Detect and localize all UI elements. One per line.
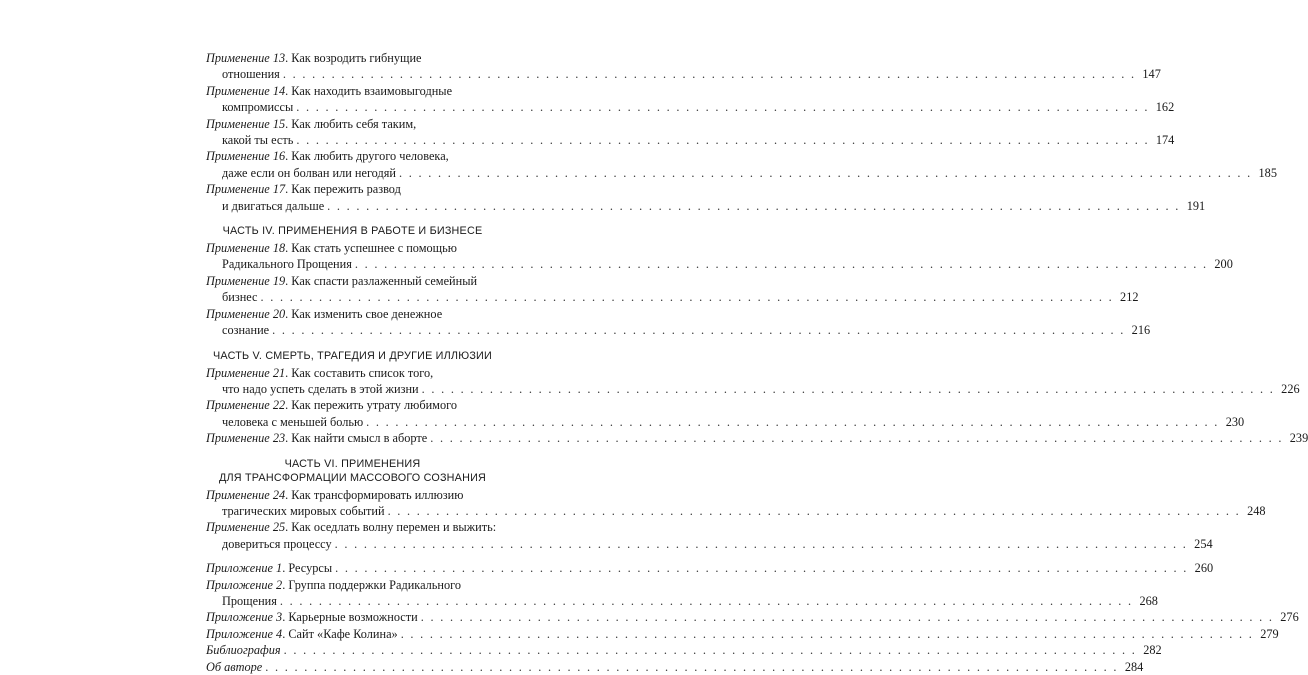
toc-entry [206,626,1279,642]
dot-leader [327,198,1180,214]
page-number: 260 [1194,561,1214,576]
dot-leader [421,609,1274,625]
entry-label: Приложение 3 [206,610,283,625]
section-gap [206,552,499,560]
toc-line-continued [206,322,1151,338]
toc-line [206,642,1162,658]
toc-line [206,487,499,503]
toc-line-continued [206,381,1300,397]
toc-entry [206,50,1161,83]
entry-label: Библиография [206,643,281,658]
label-separator: . [285,182,292,197]
toc-line-continued [206,289,1139,305]
entry-title: Прощения [222,593,277,608]
toc-entry [206,273,1139,306]
toc-entry [206,430,1308,446]
dot-leader [388,503,1241,519]
entry-title: Радикального Прощения [222,257,352,272]
toc-entry [206,240,1233,273]
entry-title: Группа поддержки Радикального [288,577,461,592]
toc-text [206,83,452,99]
page-number: 185 [1258,165,1277,180]
toc-line [206,50,499,66]
entry-label: Применение 22 [206,398,286,413]
label-separator: . [285,149,292,164]
entry-label: Применение 14 [206,83,286,98]
entry-title: Как трансформировать иллюзию [291,487,464,502]
label-separator: . [285,241,292,256]
entry-title: довериться процессу [222,536,332,551]
entry-label: Применение 21 [206,365,286,380]
toc-entry [206,148,1277,181]
toc-text [206,519,496,535]
toc-line-continued [206,414,1245,430]
dot-leader [422,381,1275,397]
toc-text [206,306,442,322]
entry-title: Как пережить развод [291,182,401,197]
toc-entry [206,577,1158,610]
dot-leader [296,132,1149,148]
entry-label: Применение 25 [206,520,286,535]
entry-label: Приложение 4 [206,626,283,641]
toc-line [206,240,499,256]
entry-title: какой ты есть [222,133,294,148]
label-separator: . [285,487,292,502]
entry-title: компромиссы [222,100,294,115]
dot-leader [335,560,1188,576]
toc-text [206,181,401,197]
label-separator: . [285,51,292,65]
part-title-line: ЧАСТЬ IV. ПРИМЕНЕНИЯ В РАБОТЕ И БИЗНЕСЕ [222,225,483,238]
page-number: 212 [1120,290,1139,305]
label-separator: . [285,273,292,288]
toc-text [206,659,262,675]
toc-entry [206,519,1213,552]
page-number: 216 [1131,323,1151,338]
toc-text [206,487,463,503]
label-separator: . [285,116,292,131]
entry-title: Как найти смысл в аборте [291,431,428,446]
label-separator: . [282,577,289,592]
entry-title: Как любить себя таким, [291,116,417,131]
entry-title: Карьерные возможности [288,610,418,625]
toc-entry [206,397,1245,430]
toc-line-continued [206,132,1175,148]
dot-leader [335,536,1188,552]
entry-title: бизнес [222,290,258,305]
entry-label: Приложение 1 [206,561,283,576]
label-separator: . [285,83,292,98]
entry-title: что надо успеть сделать в этой жизни [222,381,419,396]
dot-leader [399,165,1252,181]
toc-text [206,626,398,642]
toc-text [206,430,427,446]
toc-line [206,519,499,535]
toc-line [206,116,499,132]
dot-leader [280,593,1133,609]
toc-text [206,560,332,576]
toc-line [206,659,1144,675]
page-number: 279 [1260,626,1279,641]
entry-title: трагических мировых событий [222,503,385,518]
dot-leader [265,659,1118,675]
toc-line [206,397,499,413]
toc-entry [206,181,1206,214]
toc-text [206,116,416,132]
dot-leader [284,642,1137,658]
toc-text [206,577,461,593]
entry-label: Применение 19 [206,273,286,288]
dot-leader [283,66,1136,82]
dot-leader [261,289,1114,305]
toc-line [206,609,1299,625]
toc-line-continued [206,503,1266,519]
label-separator: . [285,520,292,535]
entry-title: человека с меньшей болью [222,414,364,429]
toc-entry [206,560,1214,576]
label-separator: . [282,610,289,625]
dot-leader [272,322,1125,338]
entry-title: сознание [222,323,270,338]
toc-entry [206,659,1144,675]
entry-label: Применение 20 [206,306,286,321]
entry-title: и двигаться дальше [222,198,325,213]
page-number: 162 [1155,100,1175,115]
toc-text [206,148,449,164]
toc-line [206,148,499,164]
page-number: 226 [1281,381,1300,396]
toc-entry [206,642,1162,658]
toc-text [206,50,422,66]
toc-text [206,365,433,381]
toc-line [206,306,499,322]
toc-line-continued [206,536,1213,552]
part-title-line: ЧАСТЬ VI. ПРИМЕНЕНИЯ [284,457,421,470]
label-separator: . [282,561,289,576]
entry-title: даже если он болван или негодяй [222,165,396,180]
toc-line [206,273,499,289]
toc-entry [206,487,1266,520]
toc-line [206,365,499,381]
page-number: 239 [1289,431,1308,446]
dot-leader [401,626,1254,642]
part-title-line: ЧАСТЬ V. СМЕРТЬ, ТРАГЕДИЯ И ДРУГИЕ ИЛЛЮЗИИ [213,349,492,362]
entry-title: Как любить другого человека, [291,149,449,164]
dot-leader [355,256,1208,272]
dot-leader [296,99,1149,115]
entry-label: Об авторе [206,659,263,674]
toc-line [206,430,1308,446]
toc-line [206,577,499,593]
page-number: 147 [1142,67,1161,82]
dot-leader [366,414,1219,430]
toc-line [206,83,499,99]
entry-title: Как составить список того, [291,365,434,380]
toc-line-continued [206,165,1277,181]
entry-label: Применение 15 [206,116,286,131]
page-number: 254 [1194,536,1213,551]
toc-line [206,181,499,197]
toc-entry [206,116,1175,149]
entry-title: отношения [222,67,280,82]
toc-entry [206,306,1151,339]
toc-text [206,273,477,289]
toc-line-continued [206,593,1158,609]
toc-entry [206,609,1299,625]
toc-line-continued [206,99,1175,115]
part-title [206,457,499,485]
page-number: 230 [1225,414,1245,429]
table-of-contents [206,50,1308,675]
toc-line [206,560,1214,576]
page-number: 282 [1143,643,1162,658]
toc-entry [206,83,1175,116]
label-separator: . [282,626,289,641]
page-number: 174 [1155,133,1175,148]
page-number: 191 [1186,198,1206,213]
toc-entry [206,365,1300,398]
entry-label: Приложение 2 [206,577,283,592]
toc-text [206,397,457,413]
toc-line-continued [206,66,1161,82]
entry-title: Как стать успешнее с помощью [291,241,457,256]
entry-title: Сайт «Кафе Колина» [288,626,398,641]
part-title [206,349,499,363]
toc-line [206,626,1279,642]
entry-title: Как изменить свое денежное [291,306,443,321]
entry-title: Как возродить гибнущие [291,51,422,65]
toc-line-continued [206,256,1233,272]
dot-leader [430,430,1283,446]
entry-title: Ресурсы [288,561,333,576]
toc-text [206,240,457,256]
page-number: 268 [1139,593,1158,608]
entry-label: Применение 13 [206,51,286,65]
entry-label: Применение 24 [206,487,286,502]
page-number: 200 [1214,257,1233,272]
entry-title: Как спасти разлаженный семейный [291,273,478,288]
label-separator: . [285,431,292,446]
toc-text [206,642,281,658]
label-separator: . [285,306,292,321]
label-separator: . [285,365,292,380]
page-number: 248 [1247,503,1266,518]
part-title-line: ДЛЯ ТРАНСФОРМАЦИИ МАССОВОГО СОЗНАНИЯ [218,471,487,484]
label-separator: . [285,398,292,413]
entry-label: Применение 16 [206,149,286,164]
entry-title: Как оседлать волну перемен и выжить: [291,520,497,535]
page-number: 284 [1124,659,1144,674]
page-number: 276 [1280,610,1299,625]
entry-label: Применение 18 [206,241,286,256]
entry-label: Применение 23 [206,431,286,446]
entry-label: Применение 17 [206,182,286,197]
toc-text [206,609,418,625]
part-title [206,224,499,238]
entry-title: Как пережить утрату любимого [291,398,457,413]
entry-title: Как находить взаимовыгодные [291,83,453,98]
toc-line-continued [206,198,1206,214]
